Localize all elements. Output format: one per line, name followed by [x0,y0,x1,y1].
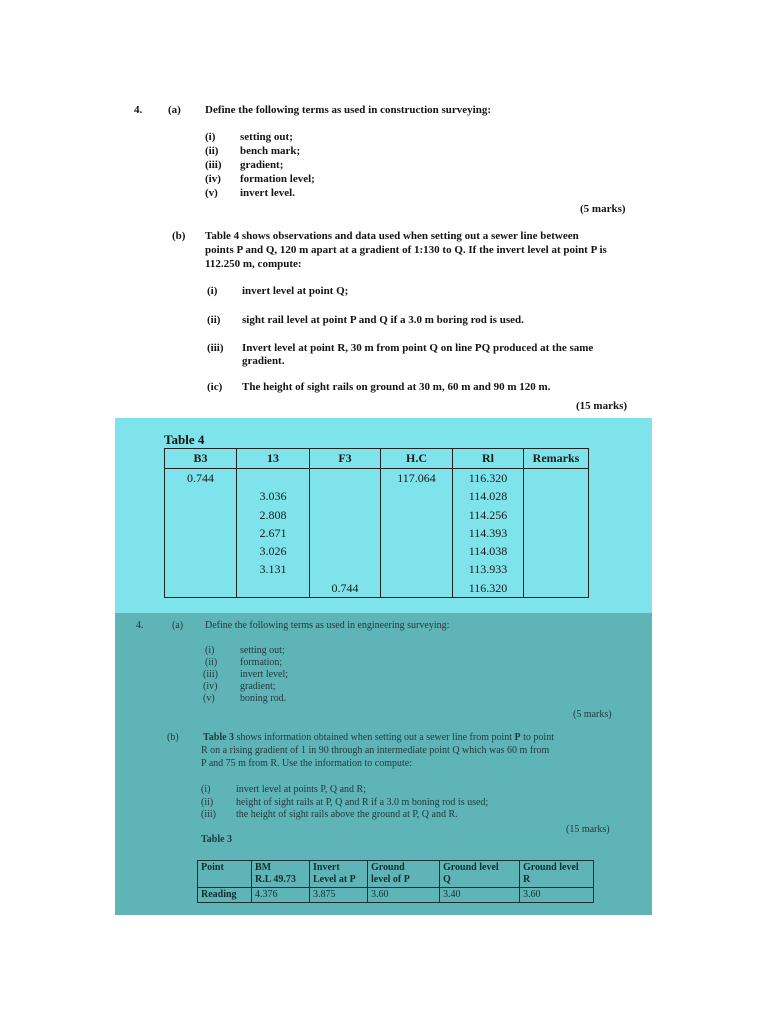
item-num: (i) [205,131,216,143]
header-line [201,874,248,886]
hc-column [381,469,453,598]
item-num: (i) [205,645,215,656]
col-header: Rl [453,449,524,469]
header-cell [440,861,520,888]
item-text: bench mark; [240,145,301,157]
cell-value: 3.026 [259,544,287,559]
part-a-label: (a) [168,104,181,116]
marks-a: (5 marks) [573,709,612,720]
part-a-prompt: Define the following terms as used in construction surveying: [205,104,491,116]
item-num: (ii) [201,797,214,808]
line-text: shows information obtained when setting out a sewer line from point [234,732,515,743]
part-b-line3: P and 75 m from R. Use the information to compute: [201,758,412,769]
item-text: Invert level at point R, 30 m from point Q on line PQ produced at the same [242,342,594,354]
cell-value: 113.933 [468,562,508,577]
cell-value: 3.60 [368,888,440,903]
part-a-label: (a) [172,620,184,631]
cell-value: 0.744 [331,580,359,595]
item-text: gradient; [240,681,276,692]
marks-b: (15 marks) [576,400,628,412]
item-text: invert level at point Q; [242,285,349,297]
cell-value: 117.064 [397,471,436,485]
item-text-cont: gradient. [242,355,285,367]
sight-rail-table [197,860,594,903]
header-line: Q [443,874,451,885]
question-number: 4. [134,104,143,116]
header-cell [520,861,594,888]
cell-value: 116.320 [468,471,508,485]
header-line: Ground level [443,862,499,873]
item-num: (ii) [207,314,221,326]
item-text: invert level at points P, Q and R; [236,784,366,795]
rl-column [453,469,524,598]
part-b-line1 [205,230,579,242]
table-caption: Table 3 [201,834,233,845]
table-ref: Table 3 [203,732,235,743]
part-b-line2: points P and Q, 120 m apart at a gradient of 1:130 to Q. If the invert level at point P is [205,244,607,256]
fs-column [310,469,381,598]
cell-value: 2.671 [259,525,287,540]
question-number: 4. [136,620,144,631]
marks-b: (15 marks) [566,824,610,835]
cell-value: 114.038 [468,544,508,559]
item-text: gradient; [240,159,284,171]
cell-value: 3.60 [520,888,594,903]
item-num: (iii) [207,342,224,354]
cell-value: 3.131 [259,562,287,577]
item-num: (iii) [205,159,222,171]
item-text: boning rod. [240,693,287,704]
levels-table [164,448,589,598]
item-text: The height of sight rails on ground at 30 m, 60 m and 90 m 120 m. [242,381,551,393]
part-b-label: (b) [167,732,179,743]
item-num: (iii) [203,669,218,680]
part-b-line3: 112.250 m, compute: [205,258,302,270]
item-text: formation level; [240,173,315,185]
remarks-column [524,469,589,598]
col-header: F3 [310,449,381,469]
col-header: B3 [165,449,237,469]
header-line: level of P [371,874,410,885]
header-cell [368,861,440,888]
cell-value: 114.393 [468,525,508,540]
cell-value: 116.320 [468,580,508,595]
item-num: (ic) [207,381,223,393]
part-b-line2: R on a rising gradient of 1 in 90 through an intermediate point Q which was 60 m from [201,745,550,756]
table-caption: Table 4 [164,432,205,447]
is-column [237,469,310,598]
item-num: (ii) [205,145,219,157]
col-header: Remarks [524,449,589,469]
question-4-construction [0,0,768,418]
header-line: Ground [371,862,405,873]
bs-column [165,469,237,598]
item-num: (v) [203,693,215,704]
col-header: 13 [237,449,310,469]
row-label: Reading [198,888,252,903]
table-4-panel [115,418,652,613]
point-ref: P [514,732,521,743]
cell-value: 0.744 [187,471,214,485]
item-text: invert level. [240,187,295,199]
item-num: (iv) [203,681,218,692]
cell-value: 114.256 [468,507,508,522]
item-num: (i) [201,784,211,795]
item-text: sight rail level at point P and Q if a 3.0 m boring rod is used. [242,314,524,326]
item-text: setting out; [240,645,285,656]
header-line: BM [255,862,272,873]
item-text: invert level; [240,669,289,680]
header-line: R [523,874,531,885]
cell-value: 3.875 [310,888,368,903]
header-line: Invert [313,862,340,873]
item-num: (ii) [205,657,218,668]
cell-value: 3.036 [259,489,287,504]
item-num: (iii) [201,809,216,820]
question-4-engineering [115,613,652,915]
item-text: formation; [240,657,283,668]
item-text: setting out; [240,131,293,143]
cell-value: 3.40 [440,888,520,903]
part-a-prompt: Define the following terms as used in engineering surveying: [205,620,450,631]
cell-value: 4.376 [252,888,310,903]
header-line: Level at P [313,874,356,885]
header-line: Point [201,862,224,873]
line-text: to point [520,732,554,743]
item-num: (iv) [205,173,221,185]
table-ref: Table 4 [205,230,240,242]
item-text: height of sight rails at P, Q and R if a 3.0 m boning rod is used; [236,797,489,808]
col-header: H.C [381,449,453,469]
marks-a: (5 marks) [580,203,626,215]
header-line: Ground level [523,862,579,873]
header-line: R.L 49.73 [255,874,296,885]
item-num: (v) [205,187,218,199]
part-b-line1 [203,732,554,743]
cell-value: 2.808 [259,507,287,522]
cell-value: 114.028 [468,489,508,504]
header-cell [198,861,252,888]
item-text: the height of sight rails above the ground at P, Q and R. [236,809,458,820]
header-cell [310,861,368,888]
header-cell [252,861,310,888]
item-num: (i) [207,285,218,297]
line-text: shows observations and data used when setting out a sewer line between [239,230,579,242]
part-b-label: (b) [172,230,186,242]
